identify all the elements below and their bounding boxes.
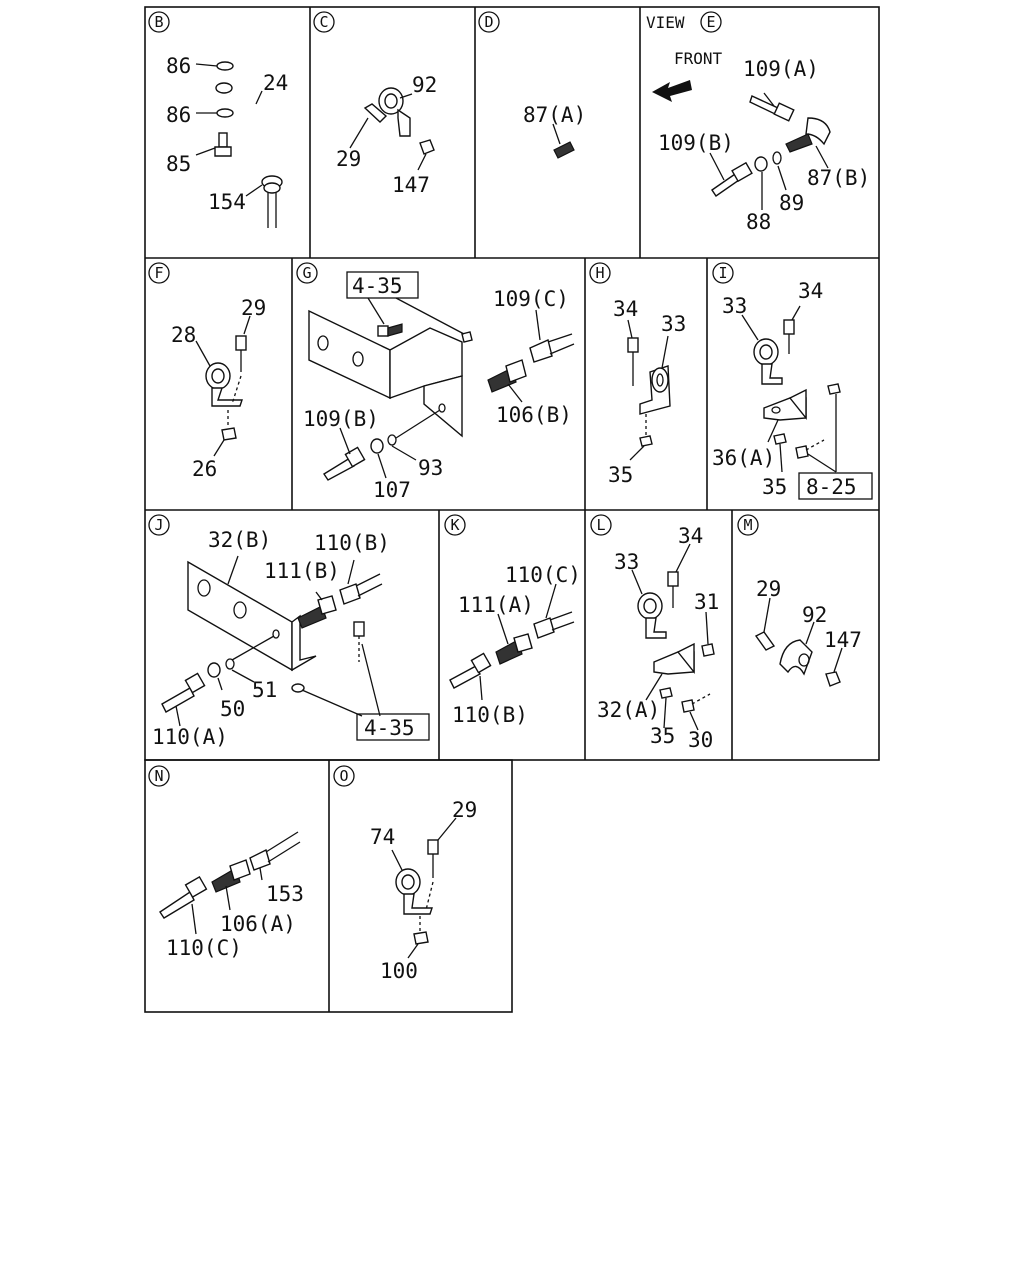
- ref-box-8-25: 8-25: [806, 475, 857, 499]
- panel-tag-d: D: [484, 13, 494, 31]
- panel-tag-b: B: [154, 13, 164, 31]
- label-33: 33: [722, 294, 748, 318]
- panel-h: [590, 263, 686, 487]
- panel-tag-c: C: [319, 13, 329, 31]
- label-32a: 32(A): [597, 698, 661, 722]
- label-86-top: 86: [166, 54, 192, 78]
- label-85: 85: [166, 152, 192, 176]
- panel-m: [738, 515, 862, 686]
- label-92: 92: [802, 603, 828, 627]
- ref-box-4-35: 4-35: [352, 274, 403, 298]
- label-29: 29: [336, 147, 362, 171]
- label-147: 147: [824, 628, 862, 652]
- label-109a: 109(A): [743, 57, 819, 81]
- label-87b: 87(B): [807, 166, 871, 190]
- label-147: 147: [392, 173, 430, 197]
- label-88: 88: [746, 210, 772, 234]
- panel-l: [591, 515, 719, 752]
- panel-tag-i: I: [718, 264, 728, 282]
- label-35: 35: [762, 475, 788, 499]
- label-34: 34: [613, 297, 639, 321]
- label-92: 92: [412, 73, 438, 97]
- front-arrow-icon: [652, 80, 692, 102]
- label-107: 107: [373, 478, 411, 502]
- label-111a: 111(A): [458, 593, 534, 617]
- panel-tag-n: N: [154, 767, 164, 785]
- label-153: 153: [266, 882, 304, 906]
- panel-k: [445, 515, 581, 727]
- label-31: 31: [694, 590, 720, 614]
- label-29: 29: [241, 296, 267, 320]
- panel-tag-h: H: [595, 264, 605, 282]
- label-35: 35: [608, 463, 634, 487]
- label-110a: 110(A): [152, 725, 228, 749]
- label-35: 35: [650, 724, 676, 748]
- panel-tag-j: J: [154, 516, 164, 534]
- label-109b: 109(B): [303, 407, 379, 431]
- label-74: 74: [370, 825, 396, 849]
- label-93: 93: [418, 456, 444, 480]
- panel-tag-f: F: [154, 264, 164, 282]
- view-label: VIEW: [646, 13, 685, 32]
- label-109c: 109(C): [493, 287, 569, 311]
- panel-c: [314, 12, 437, 197]
- panel-tag-g: G: [302, 264, 312, 282]
- panel-tag-e: E: [706, 13, 716, 31]
- panel-j: [149, 515, 429, 749]
- panel-tag-l: L: [596, 516, 606, 534]
- panel-b: [149, 12, 288, 228]
- label-34: 34: [678, 524, 704, 548]
- label-29: 29: [756, 577, 782, 601]
- label-34: 34: [798, 279, 824, 303]
- ref-box-4-35: 4-35: [364, 716, 415, 740]
- panel-tag-o: O: [339, 767, 349, 785]
- label-110c: 110(C): [166, 936, 242, 960]
- label-87a: 87(A): [523, 103, 587, 127]
- panel-tag-k: K: [450, 516, 460, 534]
- label-50: 50: [220, 697, 246, 721]
- label-109b: 109(B): [658, 131, 734, 155]
- label-33: 33: [614, 550, 640, 574]
- label-29: 29: [452, 798, 478, 822]
- label-24: 24: [263, 71, 289, 95]
- panel-n: [149, 766, 304, 960]
- label-110b: 110(B): [314, 531, 390, 555]
- label-89: 89: [779, 191, 805, 215]
- label-30: 30: [688, 728, 714, 752]
- panel-o: [334, 766, 477, 983]
- label-33: 33: [661, 312, 687, 336]
- panel-tag-m: M: [743, 516, 753, 534]
- panel-g: [297, 263, 574, 502]
- label-51: 51: [252, 678, 278, 702]
- label-106b: 106(B): [496, 403, 572, 427]
- panel-i: [712, 263, 872, 499]
- label-110b: 110(B): [452, 703, 528, 727]
- panel-d: [479, 12, 586, 158]
- front-label: FRONT: [674, 49, 723, 68]
- label-110c: 110(C): [505, 563, 581, 587]
- label-28: 28: [171, 323, 197, 347]
- label-106a: 106(A): [220, 912, 296, 936]
- label-111b: 111(B): [264, 559, 340, 583]
- label-100: 100: [380, 959, 418, 983]
- label-154: 154: [208, 190, 246, 214]
- label-26: 26: [192, 457, 218, 481]
- panel-e: [646, 12, 870, 234]
- label-32b: 32(B): [208, 528, 272, 552]
- label-36a: 36(A): [712, 446, 776, 470]
- label-86-bottom: 86: [166, 103, 192, 127]
- panel-f: [149, 263, 266, 481]
